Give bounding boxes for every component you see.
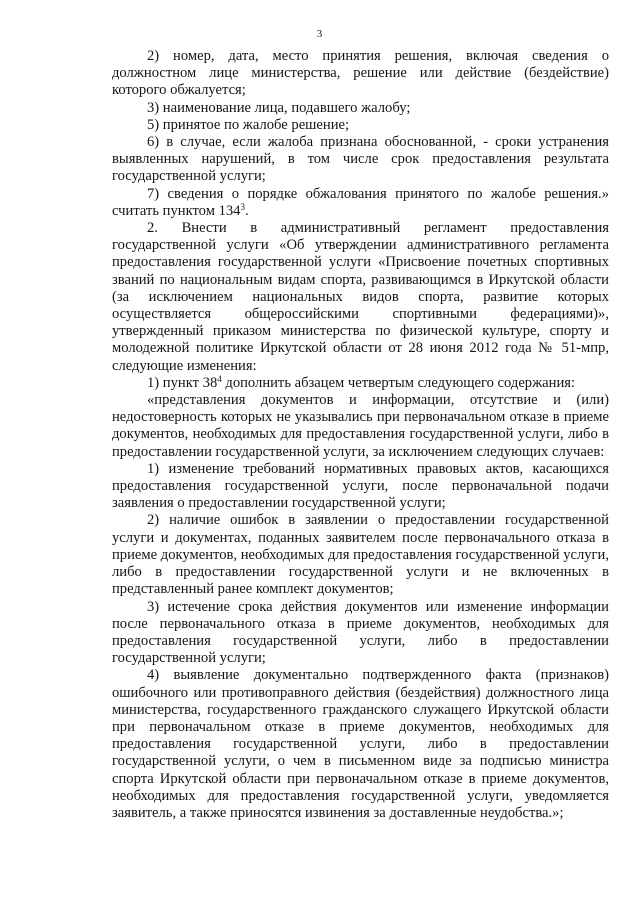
paragraph-item-3: 3) наименование лица, подавшего жалобу; bbox=[147, 99, 411, 116]
paragraph-case-3: 3) истечение срока действия документов или изменение информации после первоначального отказа в приеме документов, необходимых для предоставления государственной услуги, либо в предоставлении государственной услуги; bbox=[112, 598, 609, 667]
document-body bbox=[112, 48, 609, 822]
superscript: 3 bbox=[240, 201, 245, 212]
paragraph-case-4: 4) выявление документально подтвержденного факта (признаков) ошибочного или противоправного действия (бездействия) должностного лица министерства, государственного гражданского служащего Иркутской области при первоначальном отказе в приеме документов, необходимых для предоставления государственной услуги, либо в предоставлении государственной услуги, о чем в письменном виде за подписью министра спорта Иркутской области при первоначальном отказе в приеме документов, необходимых для предоставления государственной услуги, уведомляется заявитель, а также приносятся извинения за доставленные неудобства.»; bbox=[112, 667, 609, 821]
paragraph-section-2: 2. Внести в административный регламент предоставления государственной услуги «Об утверждении административного регламента предоставления государственной услуги «Присвоение почетных спортивных званий по национальным видам спорта, развивающимся в Иркутской области (за исключением национальных видов спорта, развитие которых осуществляется общероссийскими спортивными федерациями)», утвержденный приказом министерства по физической культуре, спорту и молодежной политике Иркутской области от 28 июня 2012 года № 51-мпр, следующие изменения: bbox=[112, 220, 609, 374]
paragraph-case-2: 2) наличие ошибок в заявлении о предоставлении государственной услуги и документах, поданных заявителем после первоначального отказа в приеме документов, необходимых для предоставления государственной услуги, либо в предоставлении государственной услуги и не включенных в представленный ранее комплект документов; bbox=[112, 512, 609, 598]
paragraph-case-1: 1) изменение требований нормативных правовых актов, касающихся предоставления государственной услуги, после первоначальной подачи заявления о предоставлении государственной услуги; bbox=[112, 460, 609, 512]
paragraph-item-5: 5) принятое по жалобе решение; bbox=[147, 116, 350, 133]
paragraph-change-1: 1) пункт $38^4$ дополнить абзацем четвертым следующего содержания: bbox=[147, 373, 576, 391]
paragraph-quoted-intro: «представления документов и информации, отсутствие и (или) недостоверность которых не указывались при первоначальном отказе в приеме документов, необходимых для предоставления государственной услуги, либо в предоставлении государственной услуги, за исключением следующих случаев: bbox=[112, 392, 609, 460]
paragraph-item-2: 2) номер, дата, место принятия решения, включая сведения о должностном лице министерства, решение или действие (бездействие) которого обжалуется; bbox=[112, 48, 609, 99]
superscript: 4 bbox=[217, 373, 222, 384]
page-number: 3 bbox=[316, 28, 323, 40]
paragraph-item-6: 6) в случае, если жалоба признана обоснованной, - сроки устранения выявленных нарушений, в том числе срок предоставления результата государственной услуги; bbox=[112, 134, 609, 185]
paragraph-item-7: 7) сведения о порядке обжалования принятого по жалобе решения.» считать пунктом $134^3$. bbox=[112, 185, 609, 219]
